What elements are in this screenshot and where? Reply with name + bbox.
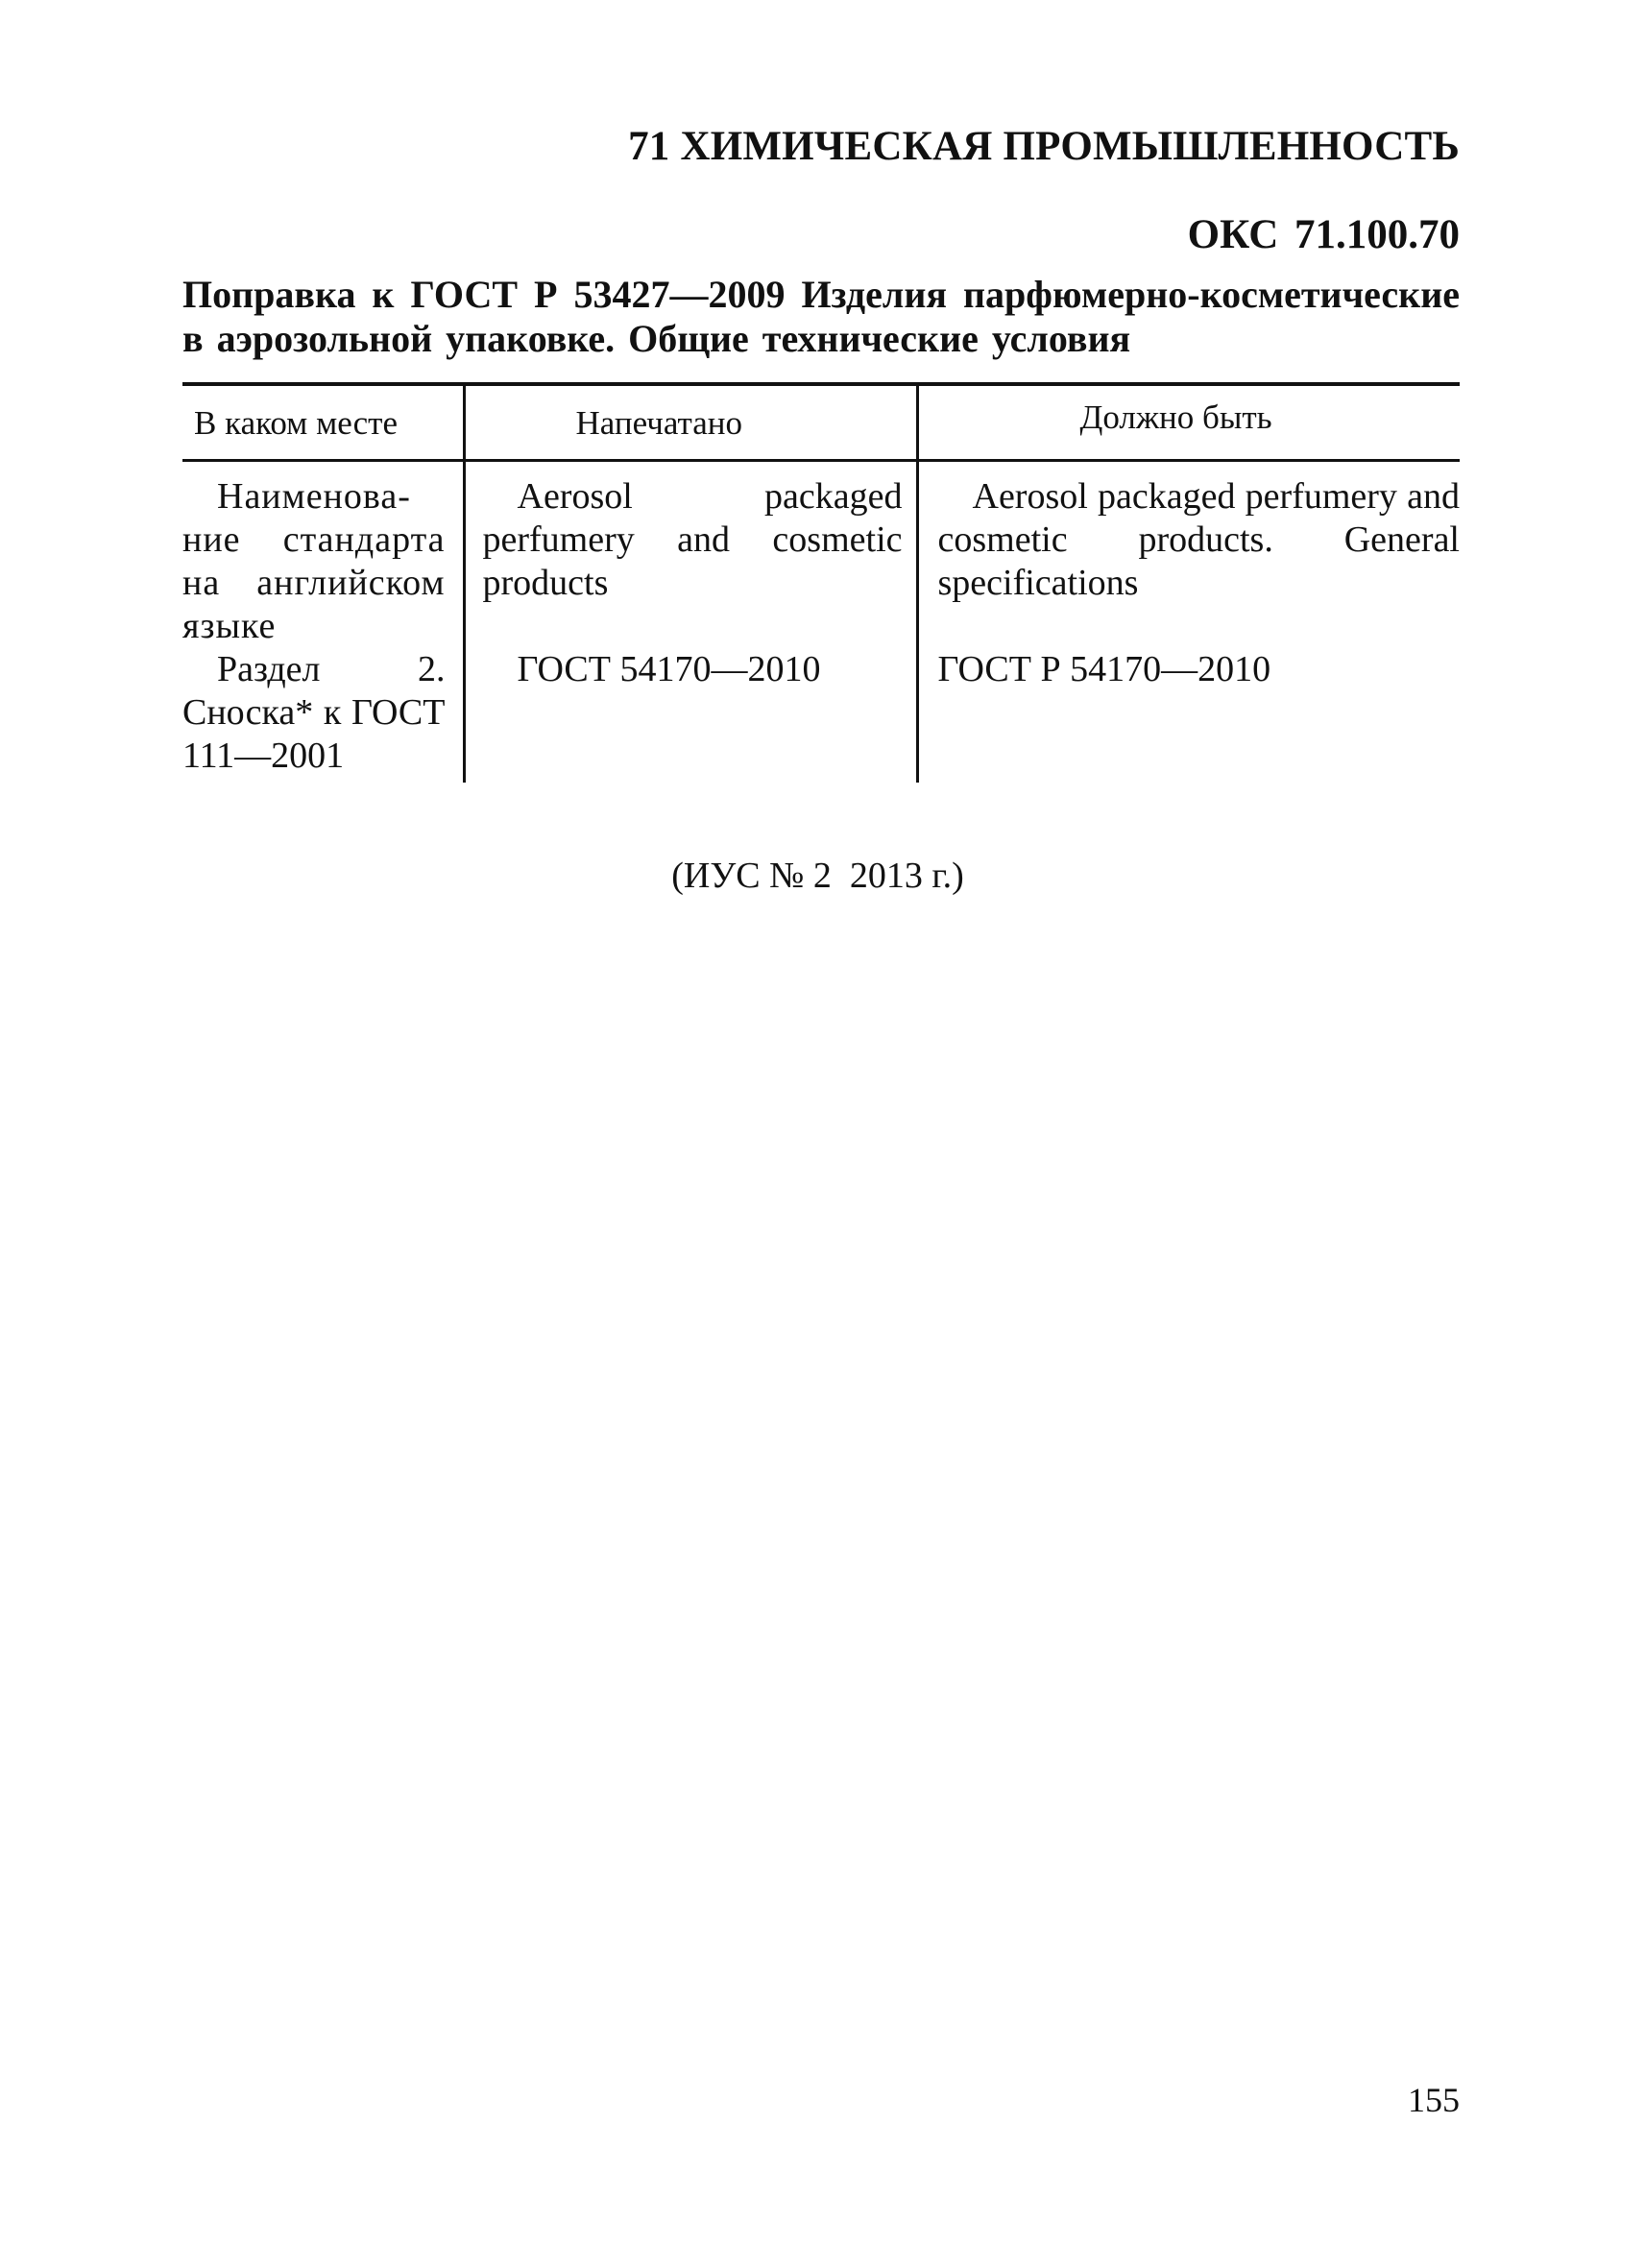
cell-place <box>182 648 464 783</box>
cell-printed-text: ГОСТ 54170—2010 <box>517 649 821 689</box>
cell-should-be <box>917 461 1460 649</box>
issue-reference <box>0 855 1645 897</box>
page-number: 155 <box>1408 2081 1460 2119</box>
correction-table <box>182 382 1460 783</box>
issue-reference-text: (ИУС № 2 2013 г.) <box>671 856 964 896</box>
cell-printed <box>464 648 917 783</box>
table-header-row <box>182 384 1460 461</box>
cell-place <box>182 461 464 649</box>
oks-code: ОКС 71.100.70 <box>1187 212 1460 257</box>
cell-should-be <box>917 648 1460 783</box>
cell-printed-text: Aerosol packaged perfumery and cosmetic products <box>482 476 903 603</box>
cell-should-be-text: ГОСТ Р 54170—2010 <box>937 649 1271 689</box>
column-header-should-be: Должно быть <box>917 384 1460 461</box>
cell-place-text: Раздел 2. Сноска* к ГОСТ 111—2001 <box>182 649 446 776</box>
table-row <box>182 461 1460 649</box>
table-row <box>182 648 1460 783</box>
cell-should-be-text: Aerosol packaged perfumery and cosmetic products. General specifications <box>937 476 1460 603</box>
cell-place-text: Наименова-ние стандарта на английском языке <box>182 476 446 646</box>
column-header-place: В каком месте <box>194 403 398 442</box>
section-header: 71 ХИМИЧЕСКАЯ ПРОМЫШЛЕННОСТЬ <box>628 124 1460 169</box>
column-header-printed: Напечатано <box>464 384 917 461</box>
document-title: Поправка к ГОСТ Р 53427—2009 Изделия парфюмерно-косметические в аэрозольной упаковке. Общие технические условия <box>182 273 1460 360</box>
cell-printed <box>464 461 917 649</box>
